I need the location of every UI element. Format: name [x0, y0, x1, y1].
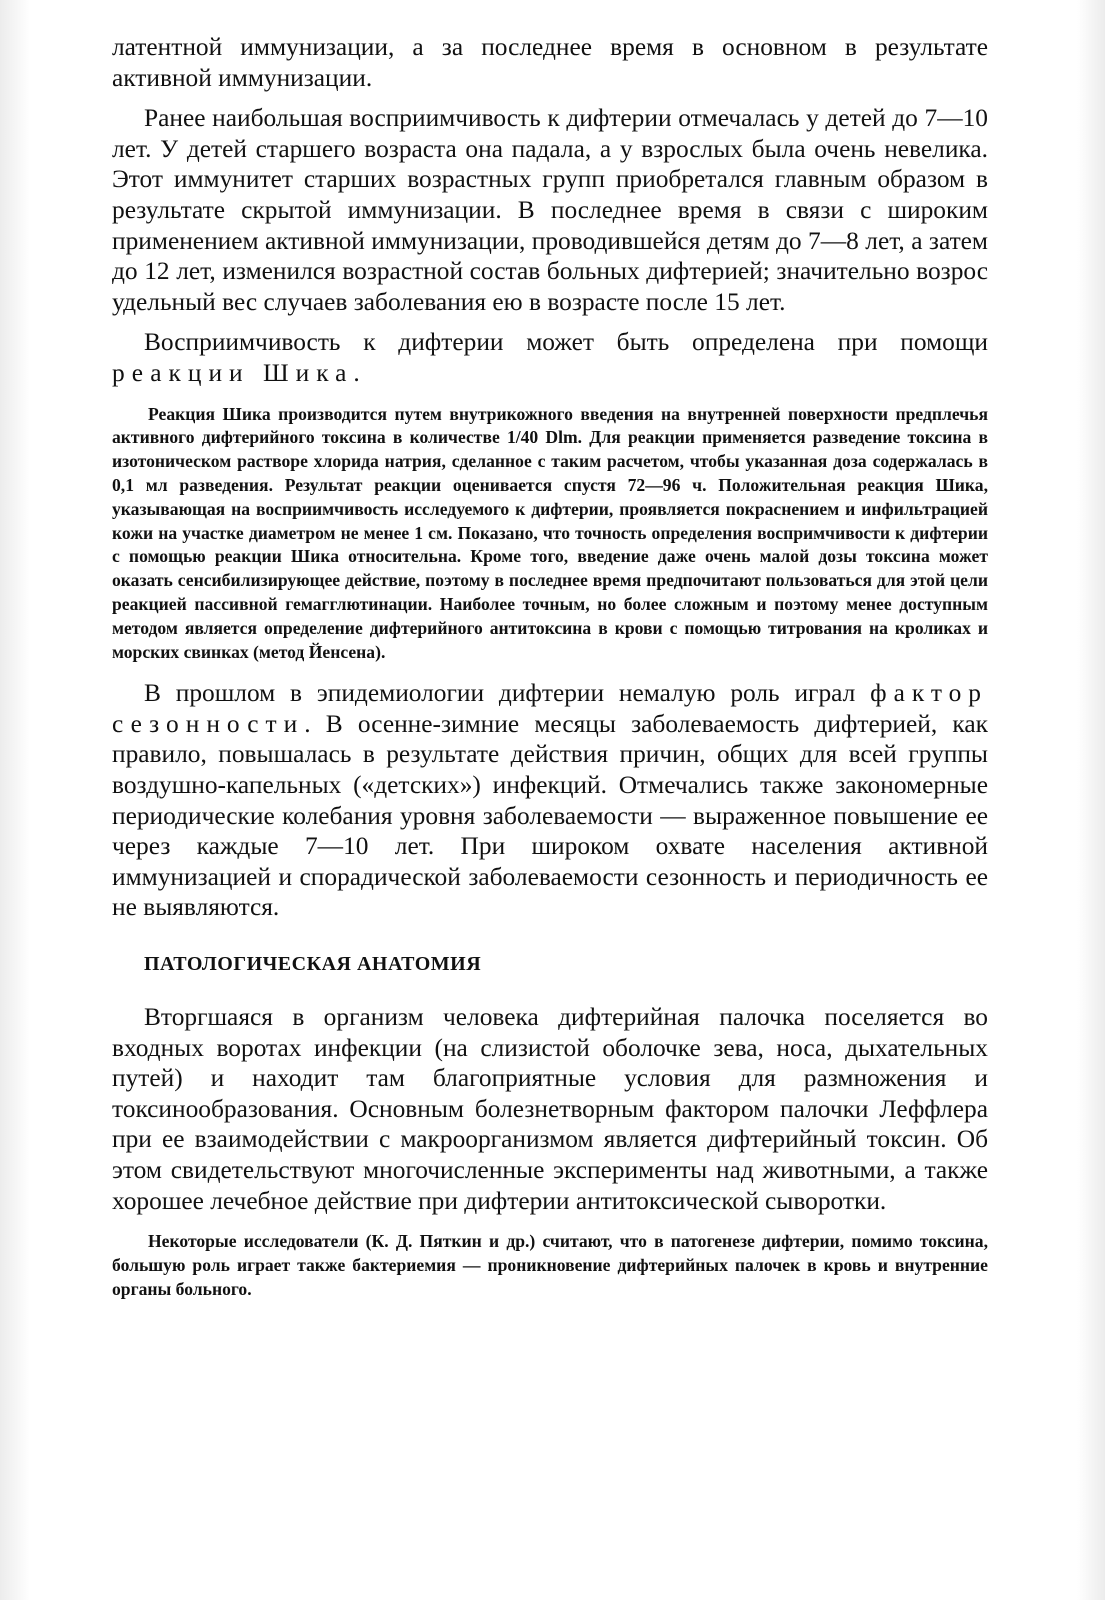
- note-shick-reaction-method: Реакция Шика производится путем внутрикожного введения на внутренней поверхности предплечья активного дифтерийного токсина в количестве 1/40 Dlm. Для реакции применяется разведение токсина в изотоническом растворе хлорида натрия, сделанное с таким расчетом, чтобы указанная доза содержалась в 0,1 мл разведения. Результат реакции оценивается спустя 72—96 ч. Положительная реакция Шика, указывающая на восприимчивость исследуемого к дифтерии, проявляется покраснением и инфильтрацией кожи на участке диаметром не менее 1 см. Показано, что точность определения воспримчивости к дифтерии с помощью реакции Шика относительна. Кроме того, введение даже очень малой дозы токсина может оказать сенсибилизирующее действие, поэтому в последнее время предпочитают пользоваться для этой цели реакцией пассивной гемагглютинации. Наиболее точным, но более сложным и поэтому менее доступным методом является определение дифтерийного антитоксина в крови с помощью титрования на кроликах и морских свинках (метод Йенсена).: [112, 403, 988, 662]
- paragraph-susceptibility-age: Ранее наибольшая восприимчивость к дифтерии отмечалась у детей до 7—10 лет. У детей старшего возраста она падала, а у взрослых была очень невелика. Этот иммунитет старших возрастных групп приобретался главным образом в результате скрытой иммунизации. В последнее время в связи с широким применением активной иммунизации, проводившейся детям до 7—8 лет, а затем до 12 лет, изменился возрастной состав больных дифтерией; значительно возрос удельный вес случаев заболевания ею в возрасте после 15 лет.: [112, 104, 988, 316]
- page-edge-right: [1077, 0, 1105, 1600]
- paragraph-pathogenesis: Вторгшаяся в организм человека дифтерийная палочка поселяется во входных воротах инфекции (на слизистой оболочке зева, носа, дыхательных путей) и находит там благоприятные условия для размножения и токсинообразования. Основным болезнетворным фактором палочки Леффлера при ее взаимодействии с макроорганизмом является дифтерийный токсин. Об этом свидетельствуют многочисленные эксперименты над животными, а также хорошее лечебное действие при дифтерии антитоксической сыворотки.: [112, 1003, 988, 1215]
- seasonality-intro-text: В прошлом в эпидемиологии дифтерии немалую роль играл: [144, 679, 871, 708]
- shick-intro-text: Восприимчивость к дифтерии может быть определена при помощи: [144, 328, 988, 357]
- paragraph-latent-immunization: латентной иммунизации, а за последнее время в основном в результате активной иммунизации.: [112, 33, 988, 92]
- paragraph-shick-intro: [112, 327, 988, 388]
- note-bacteremia: Некоторые исследователи (К. Д. Пяткин и др.) считают, что в патогенезе дифтерии, помимо токсина, большую роль играет также бактериемия — проникновение дифтерийных палочек в кровь и внутренние органы больного.: [112, 1231, 988, 1299]
- page-edge-left: [0, 0, 30, 1600]
- section-heading-pathological-anatomy: ПАТОЛОГИЧЕСКАЯ АНАТОМИЯ: [144, 953, 482, 976]
- term-shick-reaction: реакции Шика.: [112, 358, 367, 387]
- term-seasonality-factor: фактор сезонности: [112, 679, 988, 738]
- book-page: [112, 32, 988, 1302]
- seasonality-body-text: . В осенне-зимние месяцы заболеваемость дифтерией, как правило, повышалась в результате действия причин, общих для всей группы воздушно-капельных («детских») инфекций. Отмечались также закономерные периодические колебания уровня заболеваемости — выраженное повышение ее через каждые 7—10 лет. При широком охвате населения активной иммунизацией и спорадической заболеваемости сезонность и периодичность ее не выявляются.: [112, 709, 988, 922]
- paragraph-seasonality: [112, 678, 988, 923]
